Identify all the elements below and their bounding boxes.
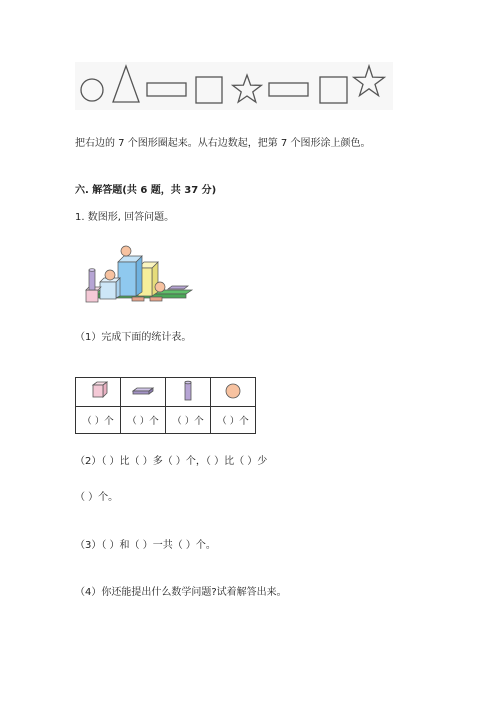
cuboid-icon xyxy=(131,384,155,398)
table-cell xyxy=(166,378,211,407)
count-cell[interactable]: （ ）个 xyxy=(166,407,211,434)
count-cell[interactable]: （ ）个 xyxy=(76,407,121,434)
question-title: 1. 数图形, 回答问题。 xyxy=(75,212,175,223)
sub-question-2-line-2: （ ）个。 xyxy=(75,492,119,503)
sub-question-3: （3）（ ）和（ ）一共（ ）个。 xyxy=(75,540,216,551)
sub-question-4: （4）你还能提出什么数学问题?试着解答出来。 xyxy=(75,587,287,598)
peach-ball xyxy=(121,246,131,256)
blocks-illustration-svg xyxy=(80,240,200,308)
flat-cuboid xyxy=(168,286,188,289)
sub-question-2-line-1: （2）（ ）比（ ）多（ ）个，（ ）比（ ）少 xyxy=(75,456,268,467)
instruction-text: 把右边的 7 个图形圈起来。从右边数起，把第 7 个图形涂上颜色。 xyxy=(75,138,371,149)
table-row xyxy=(76,378,256,407)
section-title: 六. 解答题(共 6 题，共 37 分) xyxy=(75,185,217,196)
triangle-icon xyxy=(113,66,139,102)
lying-cylinder xyxy=(150,297,162,301)
rectangle-icon xyxy=(269,83,308,96)
blue-box-side xyxy=(136,256,142,296)
square-icon xyxy=(320,77,347,103)
star-icon xyxy=(233,75,262,102)
circle-icon xyxy=(81,79,103,101)
lying-cylinder xyxy=(132,297,144,301)
peach-ball xyxy=(105,270,115,280)
blue-box xyxy=(118,262,136,296)
purple-cylinder xyxy=(89,270,95,290)
table-row xyxy=(76,407,256,434)
table-cell xyxy=(76,378,121,407)
count-cell[interactable]: （ ）个 xyxy=(211,407,256,434)
blocks-illustration xyxy=(80,240,200,308)
cube-icon xyxy=(88,381,108,401)
count-cell[interactable]: （ ）个 xyxy=(121,407,166,434)
statistics-table xyxy=(75,377,256,434)
cylinder-icon xyxy=(182,380,194,402)
rectangle-icon xyxy=(147,83,186,96)
shapes-row xyxy=(75,62,393,110)
purple-cylinder-top xyxy=(89,269,95,272)
sub-question-1: （1）完成下面的统计表。 xyxy=(75,332,192,343)
light-blue-box xyxy=(100,282,116,299)
star-icon xyxy=(354,66,385,96)
pink-cube xyxy=(86,290,98,302)
shapes-row-svg xyxy=(75,62,393,110)
table-cell xyxy=(211,378,256,407)
square-icon xyxy=(196,77,222,103)
table-cell xyxy=(121,378,166,407)
sphere-icon xyxy=(223,381,243,401)
peach-ball xyxy=(155,282,165,292)
